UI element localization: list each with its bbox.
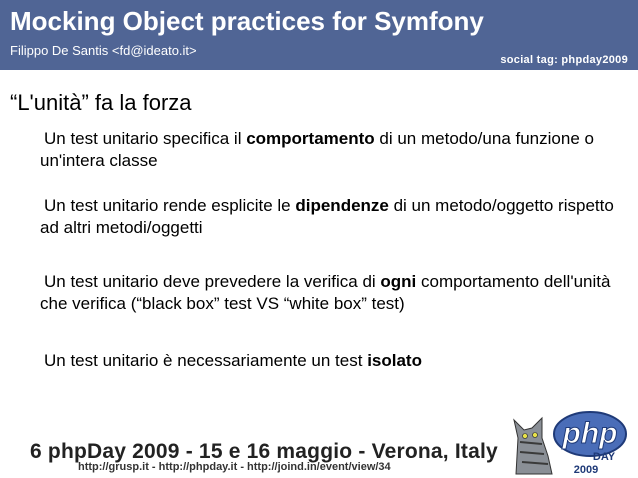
item-emphasis: comportamento [246, 129, 375, 148]
item-text: di un metodo/oggetto rispetto ad altri metodi/oggetti [40, 196, 614, 237]
item-text: Un test unitario specifica il [44, 129, 247, 148]
slide-title: Mocking Object practices for Symfony [10, 6, 484, 36]
social-tag: social tag: phpday2009 [500, 54, 628, 66]
item-emphasis: ogni [380, 272, 417, 291]
author-line: Filippo De Santis <fd@ideato.it> [10, 43, 197, 58]
section-heading: “L'unità” fa la forza [10, 90, 192, 115]
php-text: php [562, 417, 618, 450]
item-text: comportamento dell'unità che verifica (“black box” test VS “white box” test) [40, 272, 611, 313]
event-banner: 6 phpDay 2009 - 15 e 16 maggio - Verona, Italy [30, 440, 498, 463]
item-emphasis: dipendenze [295, 196, 389, 215]
phpday-logo [508, 398, 632, 476]
bullet-item-3 [40, 271, 625, 315]
day-text: DAY [592, 451, 616, 463]
item-text: di un metodo/una funzione o un'intera classe [40, 129, 594, 170]
event-links: http://grusp.it - http://phpday.it - http://joind.in/event/view/34 [78, 461, 391, 473]
bullet-item-4 [40, 350, 625, 372]
year-text: 2009 [573, 464, 599, 476]
cat-icon [514, 418, 552, 474]
item-text: Un test unitario è necessariamente un test [44, 351, 368, 370]
item-emphasis: isolato [367, 351, 422, 370]
item-text: Un test unitario deve prevedere la verifica di [44, 272, 381, 291]
slide-header [0, 0, 638, 70]
bullet-item-2 [40, 195, 625, 239]
item-text: Un test unitario rende esplicite le [44, 196, 296, 215]
bullet-item-1 [40, 128, 625, 172]
